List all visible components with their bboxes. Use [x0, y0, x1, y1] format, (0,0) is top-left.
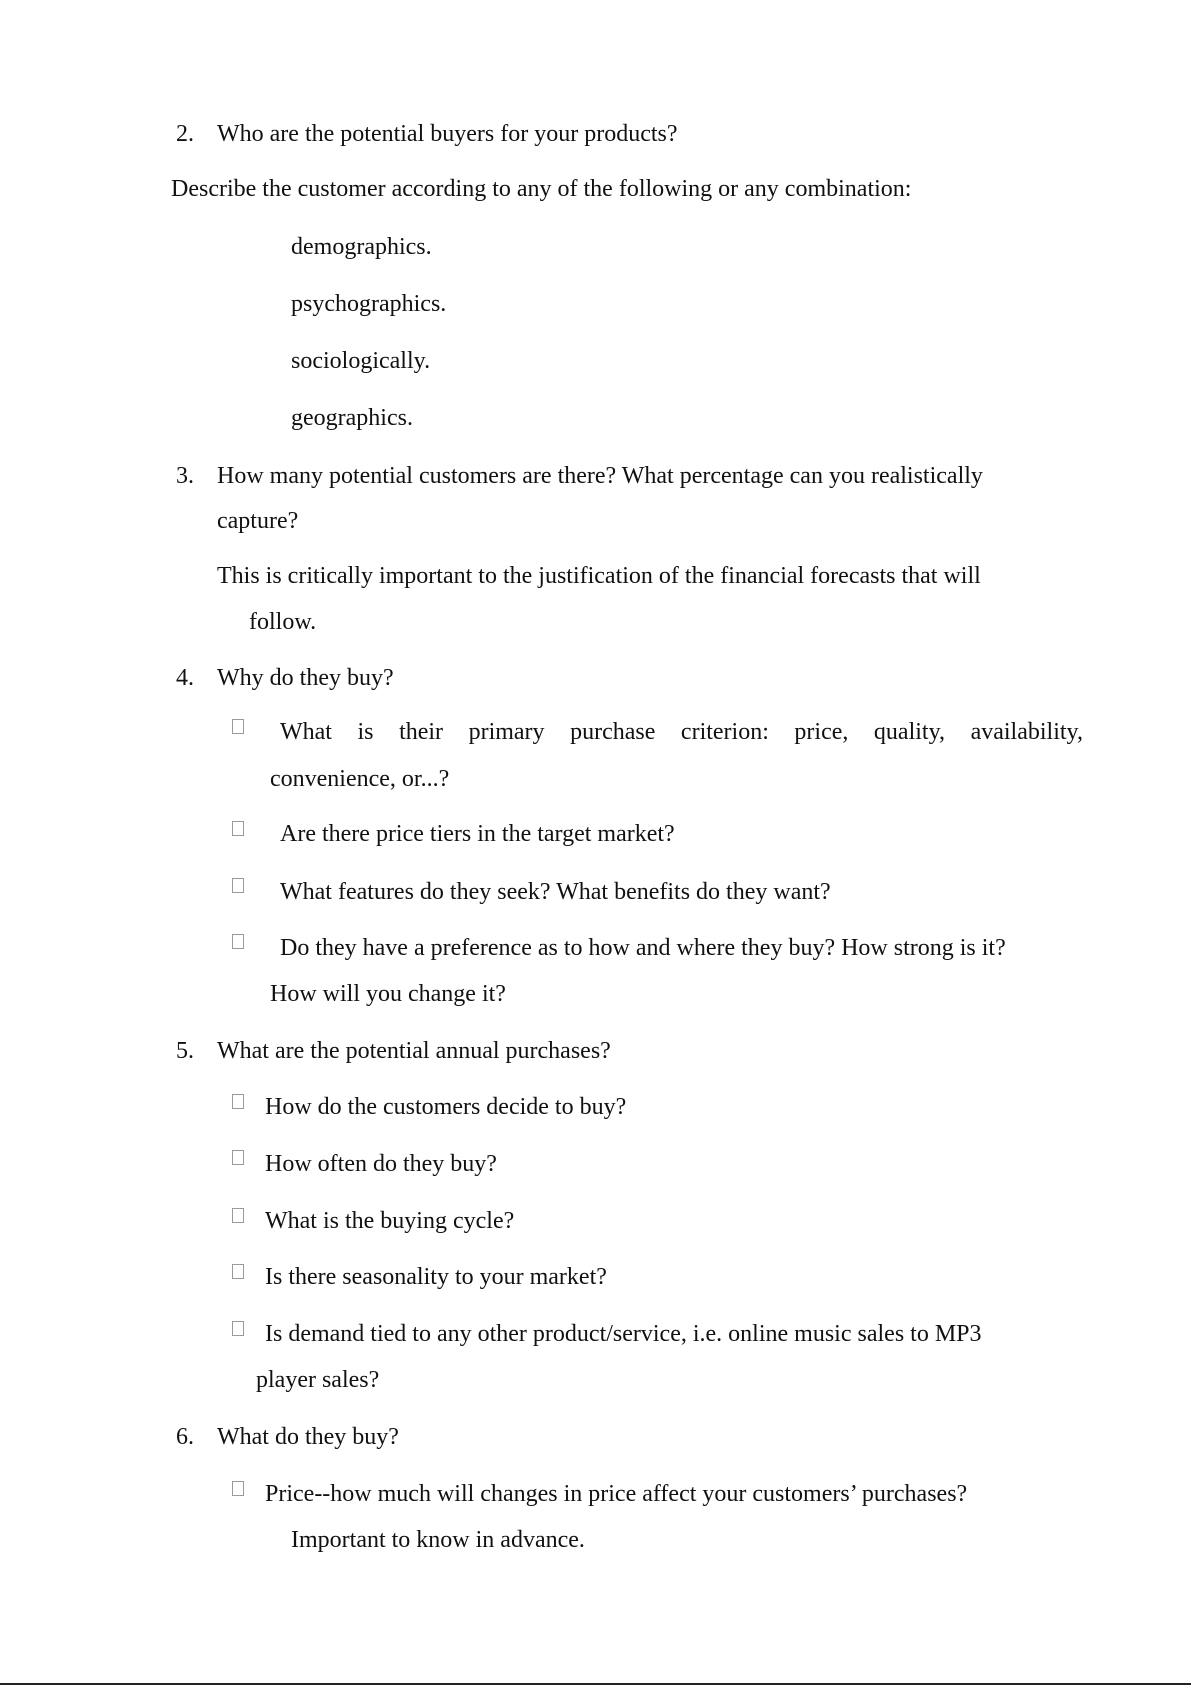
q4-bullet1-line1: [280, 720, 1083, 744]
q4-bullet3: What features do they seek? What benefits do they want?: [280, 879, 831, 905]
q4-bullet1-line2: convenience, or...?: [270, 766, 450, 792]
q4-bullet2: Are there price tiers in the target market?: [280, 821, 675, 847]
word: is: [357, 719, 374, 745]
criteria-geographics: geographics.: [291, 405, 413, 431]
word: quality,: [873, 719, 946, 745]
q6-bullet1-line2: Important to know in advance.: [291, 1527, 585, 1553]
q5-bullet3: What is the buying cycle?: [265, 1208, 515, 1234]
q3-question-line2: capture?: [217, 508, 299, 534]
word: availability,: [970, 719, 1083, 745]
word: criterion:: [680, 719, 769, 745]
q2-number: 2.: [176, 121, 194, 147]
q4-bullet4-line1: Do they have a preference as to how and where they buy? How strong is it?: [280, 935, 1006, 961]
q4-bullet4-line2: How will you change it?: [270, 981, 506, 1007]
q3-question-line1: How many potential customers are there? What percentage can you realistically: [217, 463, 983, 489]
checkbox-icon: [232, 1481, 244, 1496]
q6-question: What do they buy?: [217, 1424, 399, 1450]
checkbox-icon: [232, 1321, 244, 1336]
checkbox-icon: [232, 934, 244, 949]
q3-number: 3.: [176, 463, 194, 489]
q5-bullet2: How often do they buy?: [265, 1151, 497, 1177]
q5-bullet5-line1: Is demand tied to any other product/service, i.e. online music sales to MP3: [265, 1321, 982, 1347]
q2-intro: Describe the customer according to any of the following or any combination:: [171, 176, 912, 202]
word: What: [280, 719, 332, 745]
q5-bullet1: How do the customers decide to buy?: [265, 1094, 627, 1120]
q5-bullet4: Is there seasonality to your market?: [265, 1264, 607, 1290]
checkbox-icon: [232, 719, 244, 734]
word: their: [399, 719, 444, 745]
criteria-sociologically: sociologically.: [291, 348, 431, 374]
word: primary: [468, 719, 545, 745]
word: purchase: [570, 719, 656, 745]
checkbox-icon: [232, 1208, 244, 1223]
checkbox-icon: [232, 878, 244, 893]
criteria-psychographics: psychographics.: [291, 291, 447, 317]
q2-question: Who are the potential buyers for your products?: [217, 121, 678, 147]
q4-number: 4.: [176, 665, 194, 691]
q5-bullet5-line2: player sales?: [256, 1367, 380, 1393]
q3-note-line1: This is critically important to the justification of the financial forecasts that will: [217, 563, 981, 589]
q5-question: What are the potential annual purchases?: [217, 1038, 611, 1064]
q6-number: 6.: [176, 1424, 194, 1450]
checkbox-icon: [232, 1150, 244, 1165]
q4-question: Why do they buy?: [217, 665, 394, 691]
checkbox-icon: [232, 1094, 244, 1109]
criteria-demographics: demographics.: [291, 234, 432, 260]
q3-note-line2: follow.: [249, 609, 317, 635]
checkbox-icon: [232, 1264, 244, 1279]
checkbox-icon: [232, 821, 244, 836]
word: price,: [794, 719, 849, 745]
q5-number: 5.: [176, 1038, 194, 1064]
q6-bullet1-line1: Price--how much will changes in price affect your customers’ purchases?: [265, 1481, 968, 1507]
